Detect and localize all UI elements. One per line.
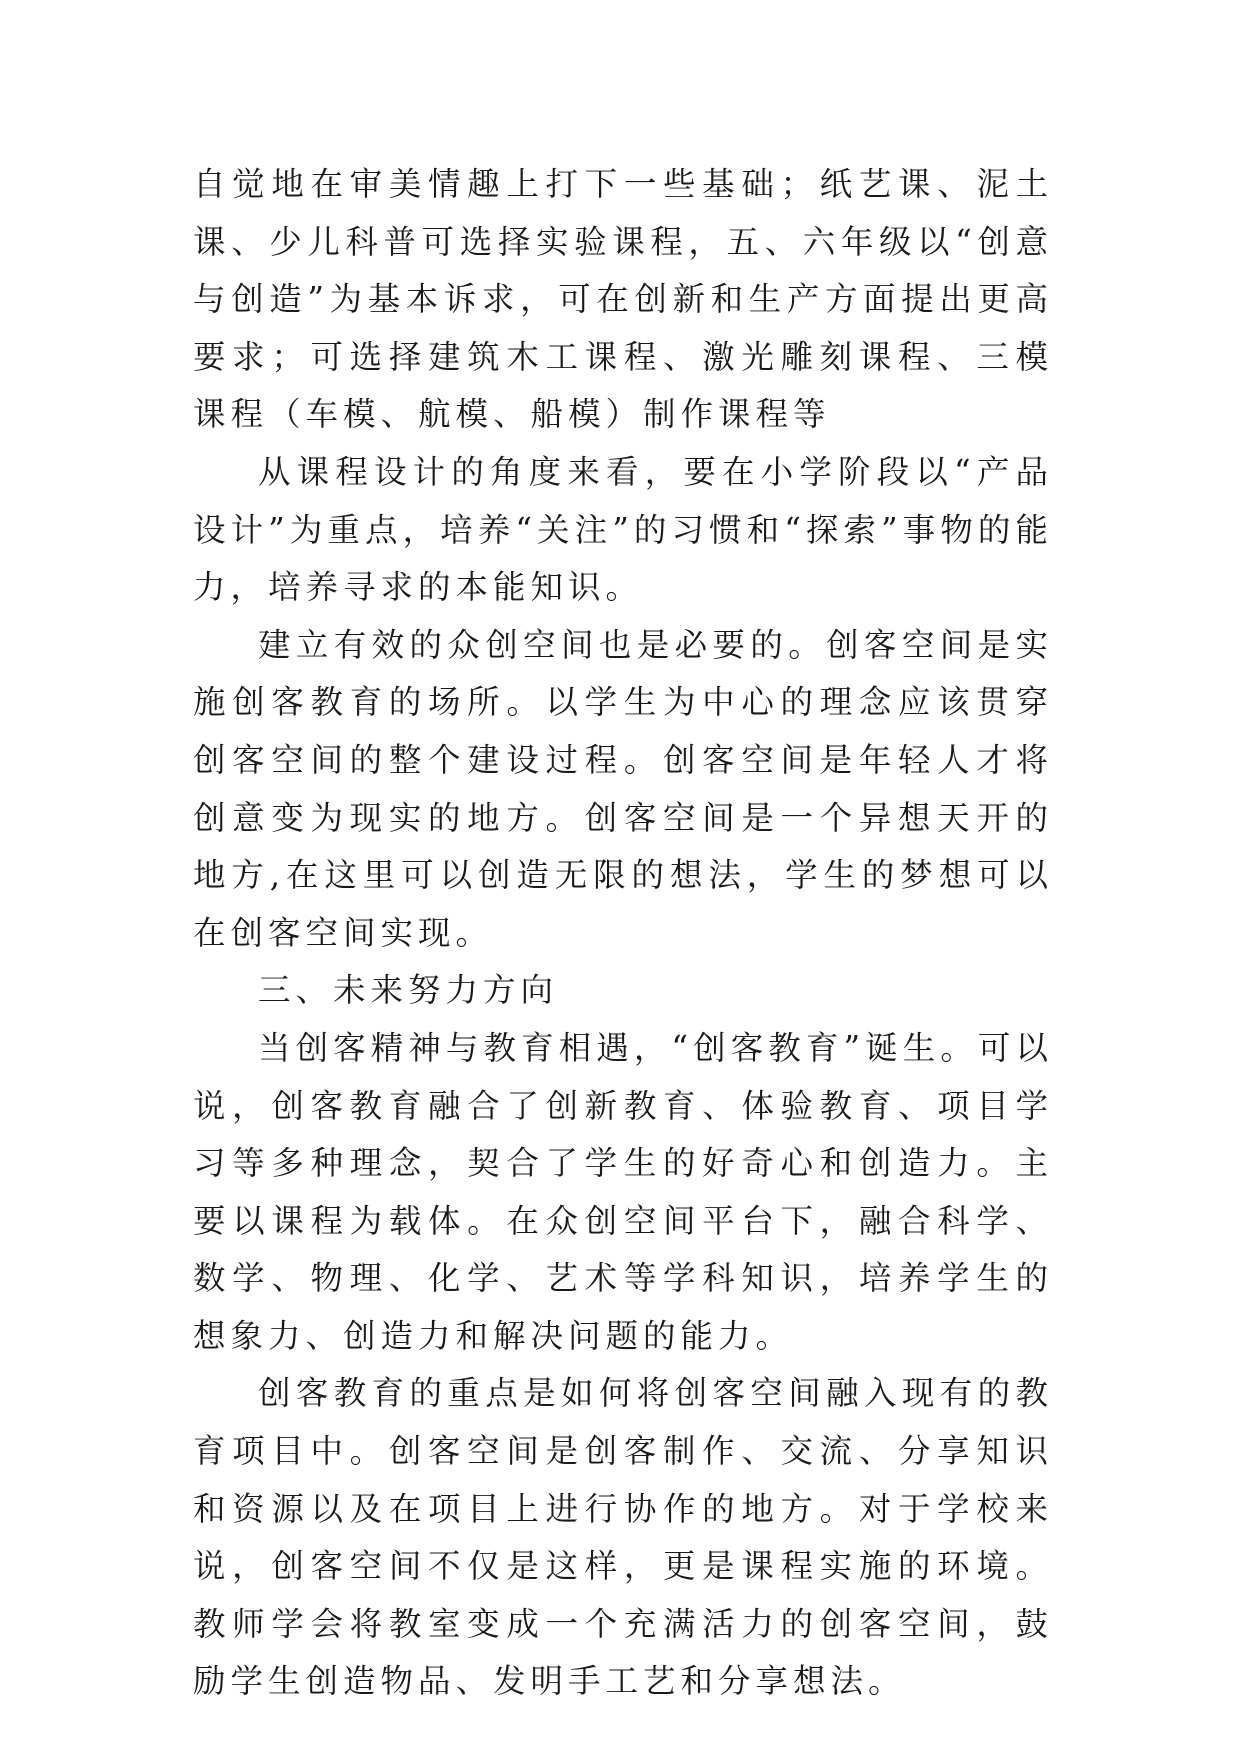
section-heading-future-direction: 三、未来努力方向: [258, 971, 559, 1010]
paragraph-maker-education-focus: 创客教育的重点是如何将创客空间融入现有的教育项目中。创客空间是创客制作、交流、分享知识和资源以及在项目上进行协作的地方。对于学校来说，创客空间不仅是这样，更是课程实施的环境。教师学会将教室变成一个充满活力的创客空间，鼓励学生创造物品、发明手工艺和分享想法。: [193, 1374, 1053, 1701]
document-body: [193, 156, 1053, 1711]
paragraph-course-design: 从课程设计的角度来看，要在小学阶段以“产品设计”为重点，培养“关注”的习惯和“探索”事物的能力，培养寻求的本能知识。: [193, 452, 1053, 607]
paragraph-maker-education: 当创客精神与教育相遇，“创客教育”诞生。可以说，创客教育融合了创新教育、体验教育、项目学习等多种理念，契合了学生的好奇心和创造力。主要以课程为载体。在众创空间平台下，融合科学、数学、物理、化学、艺术等学科知识，培养学生的想象力、创造力和解决问题的能力。: [193, 1028, 1053, 1355]
paragraph-continued: 自觉地在审美情趣上打下一些基础；纸艺课、泥土课、少儿科普可选择实验课程，五、六年级以“创意与创造”为基本诉求，可在创新和生产方面提出更高要求；可选择建筑木工课程、激光雕刻课程、三模课程（车模、航模、船模）制作课程等: [193, 165, 1053, 434]
paragraph-maker-space: 建立有效的众创空间也是必要的。创客空间是实施创客教育的场所。以学生为中心的理念应该贯穿创客空间的整个建设过程。创客空间是年轻人才将创意变为现实的地方。创客空间是一个异想天开的地方,在这里可以创造无限的想法，学生的梦想可以在创客空间实现。: [193, 625, 1053, 952]
